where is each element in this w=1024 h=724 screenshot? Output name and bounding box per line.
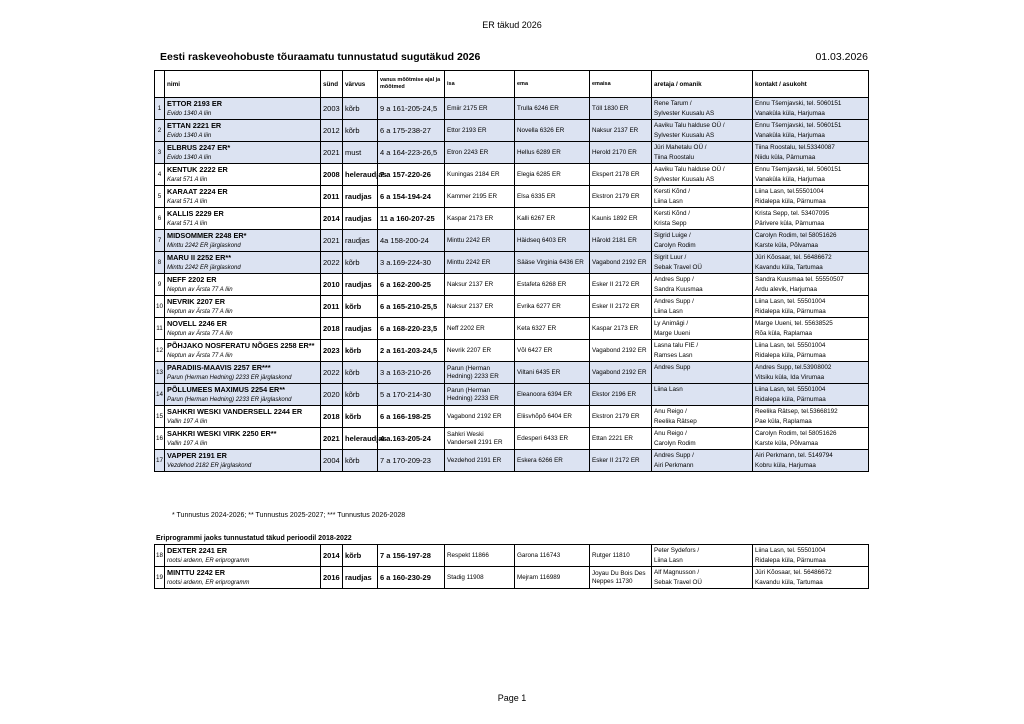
contact-person: Liina Lasn, tel. 55501004 [753, 340, 869, 352]
location: Karste küla, Põlvamaa [753, 439, 869, 450]
stallion-name: MIDSOMMER 2248 ER* [165, 230, 321, 242]
sire: Parun (Herman Hedning) 2233 ER [445, 384, 515, 406]
row-number: 3 [155, 142, 165, 164]
birth-year: 2018 [321, 318, 343, 340]
owner: Ramses Lasn [652, 351, 753, 362]
table-row [155, 340, 869, 352]
running-header: ER täkud 2026 [482, 20, 542, 30]
birth-year: 2021 [321, 428, 343, 450]
owner: Liina Lasn [652, 197, 753, 208]
location: Vanaküla küla, Harjumaa [753, 131, 869, 142]
dam-sire: Ettan 2221 ER [590, 428, 652, 450]
row-number: 9 [155, 274, 165, 296]
owner: Carolyn Rodim [652, 241, 753, 252]
breeder: Andres Supp / [652, 296, 753, 308]
lineage: Evido 1340 A liin [165, 153, 321, 164]
table-row [155, 362, 869, 374]
breeder: Andres Supp / [652, 450, 753, 462]
row-number: 1 [155, 98, 165, 120]
col-index [155, 71, 165, 98]
coat-color: kõrb [343, 450, 378, 472]
coat-color: kõrb [343, 384, 378, 406]
owner: Liina Lasn [652, 307, 753, 318]
stallion-name: VAPPER 2191 ER [165, 450, 321, 462]
dam-sire: Rutger 11810 [590, 545, 652, 567]
contact-person: Reelika Rätsep, tel.53668192 [753, 406, 869, 418]
dam: Hellus 6289 ER [515, 142, 590, 164]
lineage: Neptun av Ärsta 77 A liin [165, 329, 321, 340]
location: Vanaküla küla, Harjumaa [753, 109, 869, 120]
dam-sire: Ekstor 2196 ER [590, 384, 652, 406]
measurements: 6 a 165-210-25,5 [378, 296, 445, 318]
dam: Edesperi 6433 ER [515, 428, 590, 450]
measurements: 5 a 170-214-30 [378, 384, 445, 406]
owner: Reelika Rätsep [652, 417, 753, 428]
table-row [155, 120, 869, 132]
coat-color: kõrb [343, 296, 378, 318]
owner: Sebak Travel OÜ [652, 263, 753, 274]
coat-color: kõrb [343, 362, 378, 384]
row-number: 12 [155, 340, 165, 362]
sire: Emiir 2175 ER [445, 98, 515, 120]
dam-sire: Esker II 2172 ER [590, 274, 652, 296]
coat-color: kõrb [343, 120, 378, 142]
row-number: 8 [155, 252, 165, 274]
measurements: 6 a 175-238-27 [378, 120, 445, 142]
dam: Trulla 6246 ER [515, 98, 590, 120]
dam: Sääse Virginia 6436 ER [515, 252, 590, 274]
table-row [155, 450, 869, 462]
coat-color: kõrb [343, 252, 378, 274]
lineage: Minttu 2242 ER järglaskond [165, 241, 321, 252]
row-number: 13 [155, 362, 165, 384]
dam-sire: Kaspar 2173 ER [590, 318, 652, 340]
dam: Eleanoora 6394 ER [515, 384, 590, 406]
dam: Häidseq 6403 ER [515, 230, 590, 252]
breeder: Kersti Kõnd / [652, 208, 753, 220]
stallion-name: DEXTER 2241 ER [165, 545, 321, 557]
table-row [155, 142, 869, 154]
sire: Kuningas 2184 ER [445, 164, 515, 186]
page-number: Page 1 [497, 693, 527, 703]
location: Karste küla, Põlvamaa [753, 241, 869, 252]
lineage: Neptun av Ärsta 77 A liin [165, 351, 321, 362]
sire: Vezdehod 2191 ER [445, 450, 515, 472]
contact-person: Jüri Kõosaar, tel. 56486672 [753, 252, 869, 264]
measurements: 7 a 157-220-26 [378, 164, 445, 186]
contact-person: Jüri Kõosaar, tel. 56486672 [753, 567, 869, 579]
breeder: Peter Sydefors / [652, 545, 753, 557]
table-row [155, 164, 869, 176]
table-header-row [155, 71, 869, 98]
location: Kavandu küla, Tartumaa [753, 263, 869, 274]
breeder: Liina Lasn [652, 384, 753, 396]
lineage: Vallin 197 A liin [165, 417, 321, 428]
table-row [155, 428, 869, 440]
coat-color: raudjas [343, 318, 378, 340]
measurements: 11 a 160-207-25 [378, 208, 445, 230]
row-number: 6 [155, 208, 165, 230]
stallion-name: NEFF 2202 ER [165, 274, 321, 286]
lineage: Minttu 2242 ER järglaskond [165, 263, 321, 274]
location: Ridalepa küla, Pärnumaa [753, 395, 869, 406]
measurements: 3 a.169-224-30 [378, 252, 445, 274]
contact-person: Carolyn Rodim, tel 58051626 [753, 428, 869, 440]
stallion-name: MARU II 2252 ER** [165, 252, 321, 264]
col-sire: isa [445, 71, 515, 98]
dam: Elegia 6285 ER [515, 164, 590, 186]
sire: Minttu 2242 ER [445, 252, 515, 274]
sire: Naksur 2137 ER [445, 296, 515, 318]
owner: Krista Sepp [652, 219, 753, 230]
dam-sire: Joyau Du Bois Des Neppes 11730 [590, 567, 652, 589]
owner: Sandra Kuusmaa [652, 285, 753, 296]
table-row [155, 384, 869, 396]
dam-sire: Töll 1830 ER [590, 98, 652, 120]
coat-color: raudjas [343, 230, 378, 252]
row-number: 14 [155, 384, 165, 406]
contact-person: Carolyn Rodim, tel 58051626 [753, 230, 869, 242]
owner: Liina Lasn [652, 556, 753, 567]
dam: Viltani 6435 ER [515, 362, 590, 384]
dam: Garona 116743 [515, 545, 590, 567]
measurements: 6 a 162-200-25 [378, 274, 445, 296]
dam: Võl 6427 ER [515, 340, 590, 362]
stallions-table [154, 70, 869, 472]
location: Kobru küla, Harjumaa [753, 461, 869, 472]
lineage: Karat 571 A liin [165, 219, 321, 230]
dam-sire: Ekspert 2178 ER [590, 164, 652, 186]
owner: Sylvester Kuusalu AS [652, 131, 753, 142]
lineage: rootsi ardenn, ER eriprogramm [165, 556, 321, 567]
recognition-footnote: * Tunnustus 2024-2026; ** Tunnustus 2025-2027; *** Tunnustus 2026-2028 [172, 512, 406, 519]
measurements: 6 a 160-230-29 [378, 567, 445, 589]
coat-color: kõrb [343, 545, 378, 567]
dam-sire: Esker II 2172 ER [590, 296, 652, 318]
lineage: rootsi ardenn, ER eriprogramm [165, 578, 321, 589]
col-name: nimi [165, 71, 321, 98]
dam: Keta 6327 ER [515, 318, 590, 340]
lineage: Neptun av Ärsta 77 A liin [165, 285, 321, 296]
breeder: Anu Reigo / [652, 406, 753, 418]
coat-color: raudjas [343, 208, 378, 230]
breeder: Ly Animägi / [652, 318, 753, 330]
sire: Naksur 2137 ER [445, 274, 515, 296]
table-row [155, 318, 869, 330]
location: Pae küla, Raplamaa [753, 417, 869, 428]
lineage: Parun (Herman Hedning) 2233 ER järglaskond [165, 373, 321, 384]
birth-year: 2004 [321, 450, 343, 472]
dam-sire: Ekstron 2179 ER [590, 186, 652, 208]
measurements: 9 a 161-205-24,5 [378, 98, 445, 120]
birth-year: 2022 [321, 252, 343, 274]
lineage: Evido 1340 A liin [165, 131, 321, 142]
row-number: 11 [155, 318, 165, 340]
dam: Estafeta 6268 ER [515, 274, 590, 296]
stallion-name: KALLIS 2229 ER [165, 208, 321, 220]
breeder: Kersti Kõnd / [652, 186, 753, 198]
lineage: Evido 1340 A liin [165, 109, 321, 120]
location: Niidu küla, Pärnumaa [753, 153, 869, 164]
contact-person: Krista Sepp, tel. 53407095 [753, 208, 869, 220]
stallion-name: MINTTU 2242 ER [165, 567, 321, 579]
owner: Tiina Roostalu [652, 153, 753, 164]
stallion-name: SAHKRI WESKI VIRK 2250 ER** [165, 428, 321, 440]
coat-color: heleraudjas [343, 428, 378, 450]
row-number: 7 [155, 230, 165, 252]
dam-sire: Vagabond 2192 ER [590, 252, 652, 274]
owner: Airi Perkmann [652, 461, 753, 472]
col-born: sünd [321, 71, 343, 98]
table-row [155, 567, 869, 579]
location: Ridalepa küla, Pärnumaa [753, 197, 869, 208]
breeder: Aaviku Talu halduse OÜ / [652, 164, 753, 176]
measurements: 7 a 170-209-23 [378, 450, 445, 472]
lineage: Neptun av Ärsta 77 A liin [165, 307, 321, 318]
contact-person: Marge Uueni, tel. 55638525 [753, 318, 869, 330]
location: Ridalepa küla, Pärnumaa [753, 307, 869, 318]
birth-year: 2011 [321, 186, 343, 208]
coat-color: raudjas [343, 186, 378, 208]
location: Ridalepa küla, Pärnumaa [753, 556, 869, 567]
location: Ridalepa küla, Pärnumaa [753, 351, 869, 362]
row-number: 15 [155, 406, 165, 428]
row-number: 17 [155, 450, 165, 472]
contact-person: Liina Lasn, tel. 55501004 [753, 545, 869, 557]
birth-year: 2016 [321, 567, 343, 589]
coat-color: raudjas [343, 274, 378, 296]
contact-person: Liina Lasn, tel.55501004 [753, 186, 869, 198]
location: Vanaküla küla, Harjumaa [753, 175, 869, 186]
measurements: 2 a 161-203-24,5 [378, 340, 445, 362]
measurements: 7 a 156-197-28 [378, 545, 445, 567]
sire: Parun (Herman Hedning) 2233 ER [445, 362, 515, 384]
location: Vitsiku küla, Ida Virumaa [753, 373, 869, 384]
breeder: Rene Tarum / [652, 98, 753, 110]
coat-color: raudjas [343, 567, 378, 589]
dam-sire: Naksur 2137 ER [590, 120, 652, 142]
sire: Sahkri Weski Vandersell 2191 ER [445, 428, 515, 450]
breeder: Anu Reigo / [652, 428, 753, 440]
owner: Sylvester Kuusalu AS [652, 175, 753, 186]
col-color: värvus [343, 71, 378, 98]
contact-person: Ennu Tšernjavski, tel. 5060151 [753, 164, 869, 176]
dam: Eliisvhõpõ 6404 ER [515, 406, 590, 428]
stallion-name: PÕLLUMEES MAXIMUS 2254 ER** [165, 384, 321, 396]
stallion-name: ETTOR 2193 ER [165, 98, 321, 110]
owner [652, 395, 753, 406]
measurements: 3 a 163-210-26 [378, 362, 445, 384]
col-dam-sire: emaisa [590, 71, 652, 98]
sire: Ettor 2193 ER [445, 120, 515, 142]
breeder: Sigrid Luige / [652, 230, 753, 242]
stallion-name: ELBRUS 2247 ER* [165, 142, 321, 154]
coat-color: must [343, 142, 378, 164]
stallion-name: NEVRIK 2207 ER [165, 296, 321, 308]
col-dam: ema [515, 71, 590, 98]
lineage: Karat 571 A liin [165, 197, 321, 208]
table-row [155, 274, 869, 286]
dam-sire: Vagabond 2192 ER [590, 362, 652, 384]
breeder: Aaviku Talu halduse OÜ / [652, 120, 753, 132]
stallion-name: SAHKRI WESKI VANDERSELL 2244 ER [165, 406, 321, 418]
breeder: Lasna talu FIE / [652, 340, 753, 352]
sire: Stadig 11908 [445, 567, 515, 589]
table-row [155, 296, 869, 308]
birth-year: 2018 [321, 406, 343, 428]
location: Pärivere küla, Pärnumaa [753, 219, 869, 230]
table-row [155, 252, 869, 264]
birth-year: 2023 [321, 340, 343, 362]
measurements: 6 a 166-198-25 [378, 406, 445, 428]
breeder: Andres Supp / [652, 274, 753, 286]
row-number: 5 [155, 186, 165, 208]
special-program-title: Eriprogrammi jaoks tunnustatud täkud perioodil 2018-2022 [156, 535, 352, 542]
breeder: Jüri Mahetalu OÜ / [652, 142, 753, 154]
dam-sire: Esker II 2172 ER [590, 450, 652, 472]
measurements: 6 a 154-194-24 [378, 186, 445, 208]
location: Rõa küla, Raplamaa [753, 329, 869, 340]
contact-person: Liina Lasn, tel. 55501004 [753, 296, 869, 308]
contact-person: Airi Perkmann, tel. 5149794 [753, 450, 869, 462]
sire: Minttu 2242 ER [445, 230, 515, 252]
row-number: 4 [155, 164, 165, 186]
coat-color: heleraudjas [343, 164, 378, 186]
col-measures: vanus mõõtmise ajal ja mõõtmed [378, 71, 445, 98]
owner: Marge Uueni [652, 329, 753, 340]
row-number: 18 [155, 545, 165, 567]
dam: Evrika 6277 ER [515, 296, 590, 318]
dam: Novella 6326 ER [515, 120, 590, 142]
dam: Mejram 116989 [515, 567, 590, 589]
sire: Etron 2243 ER [445, 142, 515, 164]
contact-person: Sandra Kuusmaa tel. 55550507 [753, 274, 869, 286]
row-number: 19 [155, 567, 165, 589]
col-breeder-owner: aretaja / omanik [652, 71, 753, 98]
document-date: 01.03.2026 [815, 51, 868, 63]
sire: Kammer 2195 ER [445, 186, 515, 208]
sire: Respekt 11866 [445, 545, 515, 567]
measurements: 4 a 164-223-26,5 [378, 142, 445, 164]
stallion-name: KARAAT 2224 ER [165, 186, 321, 198]
dam-sire: Hărold 2181 ER [590, 230, 652, 252]
row-number: 2 [155, 120, 165, 142]
lineage: Karat 571 A liin [165, 175, 321, 186]
birth-year: 2021 [321, 230, 343, 252]
owner: Sebak Travel OÜ [652, 578, 753, 589]
birth-year: 2014 [321, 545, 343, 567]
dam-sire: Vagabond 2192 ER [590, 340, 652, 362]
birth-year: 2020 [321, 384, 343, 406]
col-contact: kontakt / asukoht [753, 71, 869, 98]
title-row [160, 51, 868, 63]
measurements: 6 a 168-220-23,5 [378, 318, 445, 340]
special-program-table [154, 544, 869, 589]
breeder: Sigrit Luur / [652, 252, 753, 264]
contact-person: Ennu Tšernjavski, tel. 5060151 [753, 120, 869, 132]
birth-year: 2010 [321, 274, 343, 296]
stallion-name: PARADIIS-MAAVIS 2257 ER*** [165, 362, 321, 374]
birth-year: 2003 [321, 98, 343, 120]
table-row [155, 230, 869, 242]
stallion-name: NOVELL 2246 ER [165, 318, 321, 330]
table-row [155, 406, 869, 418]
location: Kavandu küla, Tartumaa [753, 578, 869, 589]
stallion-name: ETTAN 2221 ER [165, 120, 321, 132]
table-row [155, 186, 869, 198]
owner [652, 373, 753, 384]
stallion-name: KENTUK 2222 ER [165, 164, 321, 176]
birth-year: 2021 [321, 142, 343, 164]
owner: Carolyn Rodim [652, 439, 753, 450]
breeder: Andres Supp [652, 362, 753, 374]
sire: Neff 2202 ER [445, 318, 515, 340]
table-row [155, 545, 869, 557]
row-number: 16 [155, 428, 165, 450]
measurements: 4 a.163-205-24 [378, 428, 445, 450]
document-title: Eesti raskeveohobuste tõuraamatu tunnustatud sugutäkud 2026 [160, 51, 481, 63]
dam-sire: Ekstron 2179 ER [590, 406, 652, 428]
dam-sire: Herold 2170 ER [590, 142, 652, 164]
coat-color: kõrb [343, 406, 378, 428]
contact-person: Liina Lasn, tel. 55501004 [753, 384, 869, 396]
coat-color: kõrb [343, 340, 378, 362]
sire: Kaspar 2173 ER [445, 208, 515, 230]
birth-year: 2012 [321, 120, 343, 142]
lineage: Vallin 197 A liin [165, 439, 321, 450]
table-row [155, 98, 869, 110]
birth-year: 2014 [321, 208, 343, 230]
breeder: Alf Magnusson / [652, 567, 753, 579]
contact-person: Tiina Roostalu, tel.53340087 [753, 142, 869, 154]
row-number: 10 [155, 296, 165, 318]
contact-person: Ennu Tšernjavski, tel. 5060151 [753, 98, 869, 110]
contact-person: Andres Supp, tel.53908002 [753, 362, 869, 374]
location: Ardu alevik, Harjumaa [753, 285, 869, 296]
coat-color: kõrb [343, 98, 378, 120]
birth-year: 2011 [321, 296, 343, 318]
dam: Kalli 6267 ER [515, 208, 590, 230]
measurements: 4a 158-200-24 [378, 230, 445, 252]
sire: Vagabond 2192 ER [445, 406, 515, 428]
table-row [155, 208, 869, 220]
dam: Eskera 6266 ER [515, 450, 590, 472]
dam-sire: Kaunis 1892 ER [590, 208, 652, 230]
owner: Sylvester Kuusalu AS [652, 109, 753, 120]
stallion-name: PÕHJAKO NOSFERATU NÕGES 2258 ER** [165, 340, 321, 352]
birth-year: 2022 [321, 362, 343, 384]
lineage: Vezdehod 2182 ER järglaskond [165, 461, 321, 472]
birth-year: 2008 [321, 164, 343, 186]
dam: Elsa 6335 ER [515, 186, 590, 208]
sire: Nevrik 2207 ER [445, 340, 515, 362]
lineage: Parun (Herman Hedning) 2233 ER järglaskond [165, 395, 321, 406]
